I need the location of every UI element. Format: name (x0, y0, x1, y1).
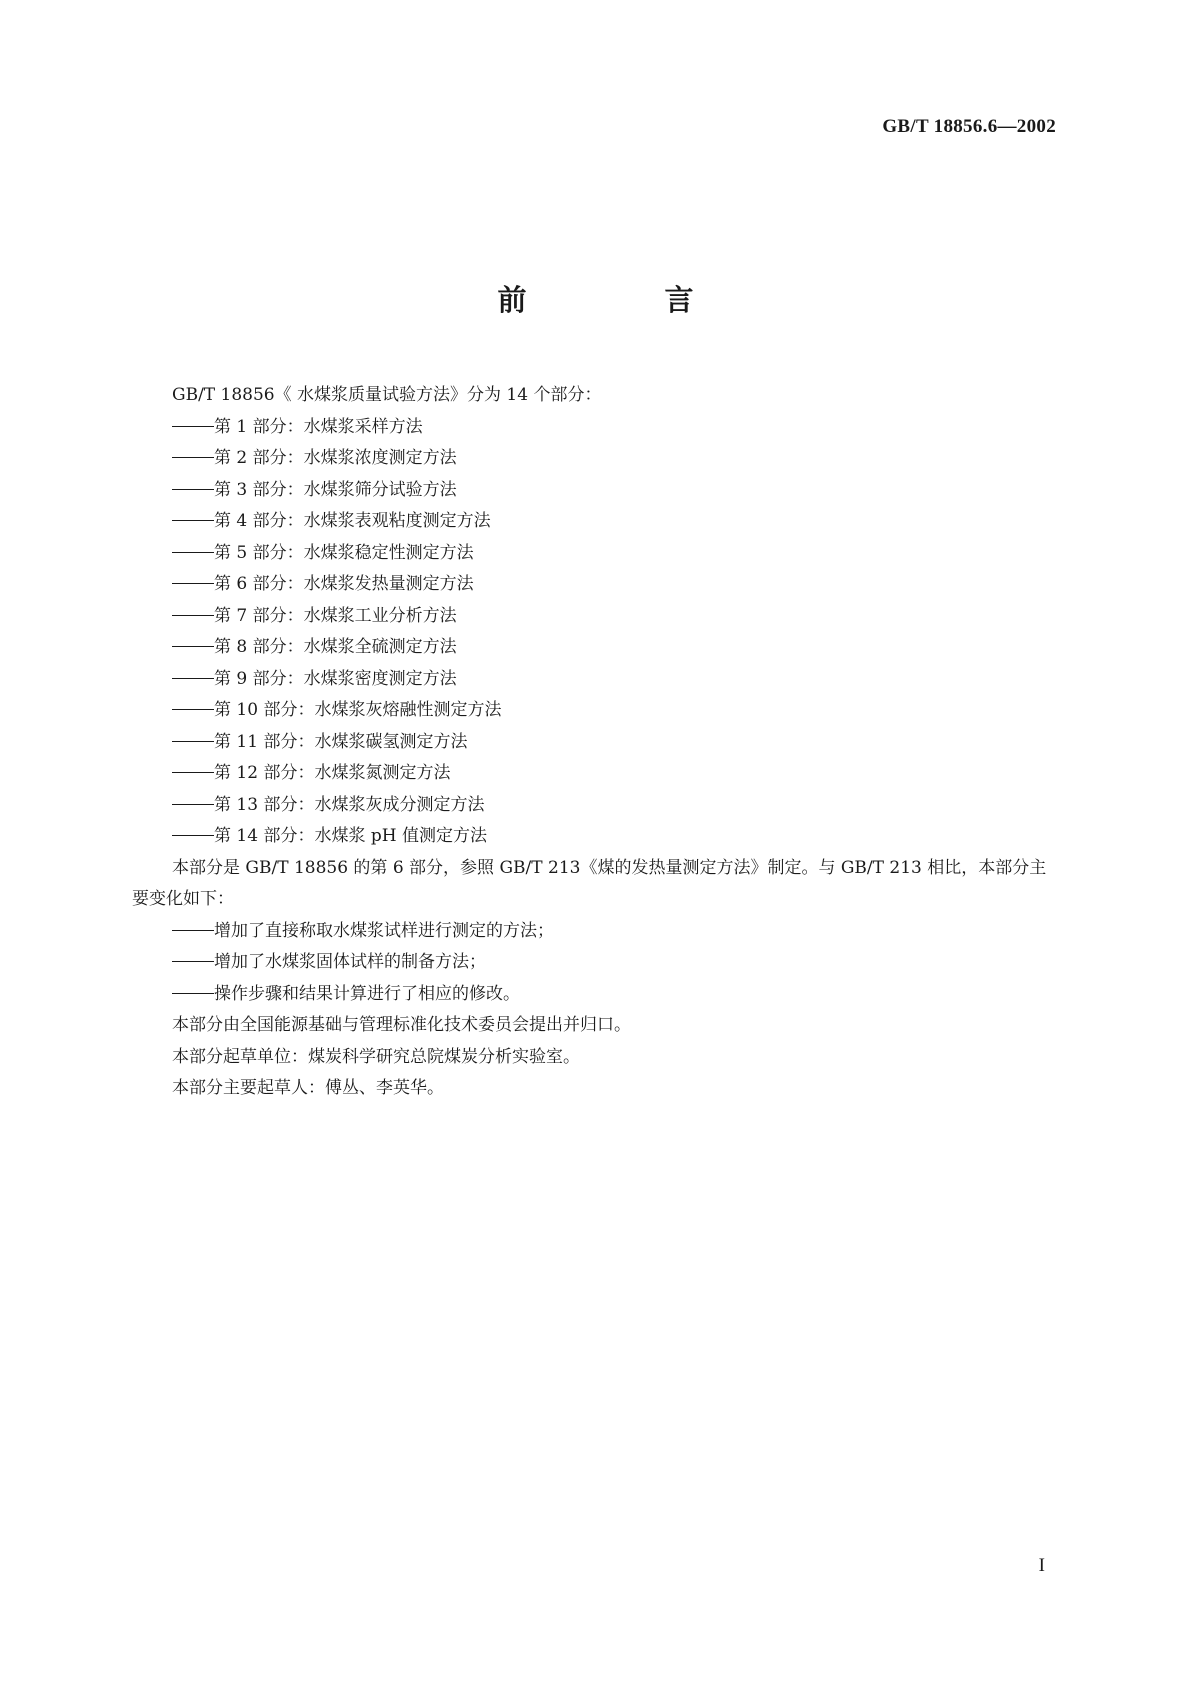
dash-mark (172, 646, 214, 647)
drafters-paragraph: 本部分主要起草人：傅丛、李英华。 (172, 1078, 444, 1098)
dash-mark (172, 426, 214, 427)
list-item: 第 14 部分：水煤浆 pH 值测定方法 (132, 821, 1062, 853)
list-item: 第 13 部分：水煤浆灰成分测定方法 (132, 790, 1062, 822)
dash-mark (172, 709, 214, 710)
list-item: 第 4 部分：水煤浆表观粘度测定方法 (132, 506, 1062, 538)
dash-mark (172, 993, 214, 994)
intro-paragraph: GB/T 18856《 水煤浆质量试验方法》分为 14 个部分： (172, 385, 602, 405)
dash-mark (172, 615, 214, 616)
list-item: 第 1 部分：水煤浆采样方法 (132, 412, 1062, 444)
list-item: 第 2 部分：水煤浆浓度测定方法 (132, 443, 1062, 475)
dash-mark (172, 552, 214, 553)
list-item: 第 10 部分：水煤浆灰熔融性测定方法 (132, 695, 1062, 727)
list-item: 第 5 部分：水煤浆稳定性测定方法 (132, 538, 1062, 570)
dash-mark (172, 804, 214, 805)
dash-mark (172, 678, 214, 679)
list-item: 增加了水煤浆固体试样的制备方法； (132, 947, 1062, 979)
dash-mark (172, 457, 214, 458)
page-number: I (1038, 1555, 1045, 1576)
standard-code: GB/T 18856.6—2002 (882, 116, 1056, 137)
proposer-paragraph: 本部分由全国能源基础与管理标准化技术委员会提出并归口。 (172, 1015, 631, 1035)
dash-mark (172, 835, 214, 836)
dash-mark (172, 930, 214, 931)
parts-list (132, 412, 1062, 853)
dash-mark (172, 583, 214, 584)
list-item: 第 6 部分：水煤浆发热量测定方法 (132, 569, 1062, 601)
page-title: 前 言 (497, 283, 758, 317)
list-item: 操作步骤和结果计算进行了相应的修改。 (132, 979, 1062, 1011)
dash-mark (172, 741, 214, 742)
dash-mark (172, 489, 214, 490)
list-item: 第 7 部分：水煤浆工业分析方法 (132, 601, 1062, 633)
list-item: 第 9 部分：水煤浆密度测定方法 (132, 664, 1062, 696)
list-item: 第 3 部分：水煤浆筛分试验方法 (132, 475, 1062, 507)
list-item: 第 11 部分：水煤浆碳氢测定方法 (132, 727, 1062, 759)
dash-mark (172, 772, 214, 773)
dash-mark (172, 961, 214, 962)
drafting-unit-paragraph: 本部分起草单位：煤炭科学研究总院煤炭分析实验室。 (172, 1046, 580, 1067)
changes-list (132, 916, 1062, 1011)
list-item: 第 8 部分：水煤浆全硫测定方法 (132, 632, 1062, 664)
reference-paragraph: 本部分是 GB/T 18856 的第 6 部分，参照 GB/T 213《煤的发热量测定方法》制定。与 GB/T 213 相比，本部分主要变化如下： (132, 857, 1047, 909)
list-item: 第 12 部分：水煤浆氮测定方法 (132, 758, 1062, 790)
dash-mark (172, 520, 214, 521)
list-item: 增加了直接称取水煤浆试样进行测定的方法； (132, 916, 1062, 948)
document-body (132, 380, 1062, 1105)
